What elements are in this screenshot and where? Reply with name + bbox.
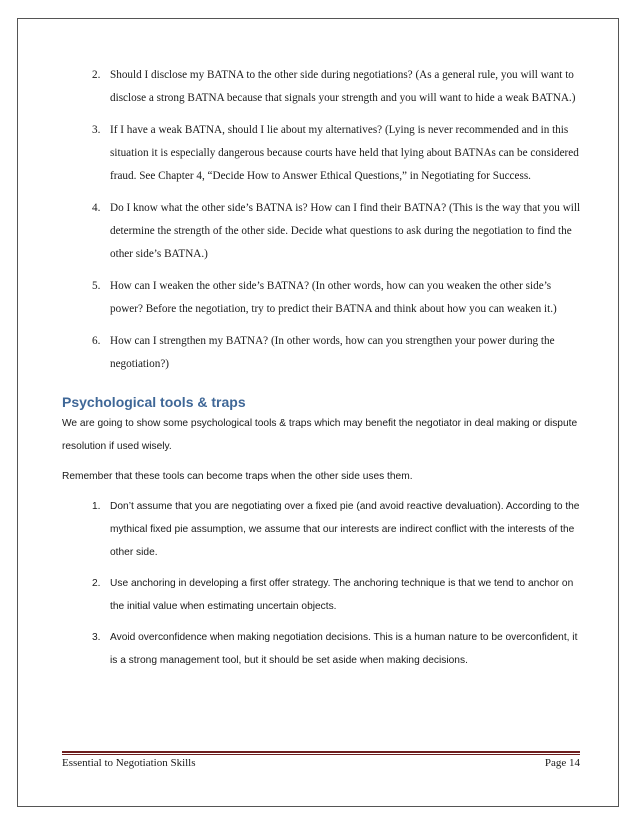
page-content (62, 64, 582, 680)
item-number: 4. (92, 202, 101, 214)
item-text: How can I weaken the other side’s BATNA? (In other words, how can you weaken the other side’s power? Before the negotiation, try to predict their BATNA and think about how you can weaken it.) (110, 280, 557, 315)
list-item (62, 330, 582, 376)
item-number: 3. (92, 124, 101, 136)
item-text: Do I know what the other side’s BATNA is? How can I find their BATNA? (This is the way that you will determine the strength of the other side. Decide what questions to ask during the negotiation to find the other side’s BATNA.) (110, 202, 581, 260)
footer-rule (62, 751, 580, 755)
section-intro: We are going to show some psychological tools & traps which may benefit the negotiator in deal making or dispute resolution if used wisely. (62, 418, 578, 452)
item-text: How can I strengthen my BATNA? (In other words, how can you strengthen your power during the negotiation?) (110, 335, 555, 370)
list-item (62, 572, 582, 618)
page-footer (62, 757, 580, 769)
item-number: 5. (92, 280, 101, 292)
item-number: 6. (92, 335, 101, 347)
list-item (62, 495, 582, 564)
item-text: Use anchoring in developing a first offer strategy. The anchoring technique is that we tend to anchor on the initial value when estimating uncertain objects. (110, 578, 574, 612)
batna-question-list (62, 64, 582, 376)
item-number: 3. (92, 632, 101, 643)
list-item (62, 275, 582, 321)
item-text: If I have a weak BATNA, should I lie about my alternatives? (Lying is never recommended and in this situation it is especially dangerous because courts have held that lying about BATNAs can be considered fraud. See Chapter 4, “Decide How to Answer Ethical Questions,” in Negotiating for Success. (110, 124, 579, 182)
item-number: 2. (92, 69, 101, 81)
list-item (62, 626, 582, 672)
item-text: Should I disclose my BATNA to the other side during negotiations? (As a general rule, you will want to disclose a strong BATNA because that signals your strength and you will want to hide a weak BATNA.) (110, 69, 576, 104)
section-reminder: Remember that these tools can become traps when the other side uses them. (62, 471, 413, 482)
list-item (62, 64, 582, 110)
item-number: 1. (92, 501, 101, 512)
item-number: 2. (92, 578, 101, 589)
footer-title: Essential to Negotiation Skills (62, 757, 196, 769)
psychological-tools-list (62, 495, 582, 672)
list-item (62, 119, 582, 188)
list-item (62, 197, 582, 266)
item-text: Avoid overconfidence when making negotiation decisions. This is a human nature to be overconfident, it is a strong management tool, but it should be set aside when making decisions. (110, 632, 578, 666)
section-heading: Psychological tools & traps (62, 394, 246, 410)
item-text: Don’t assume that you are negotiating over a fixed pie (and avoid reactive devaluation). According to the mythical fixed pie assumption, we assume that our interests are indirect conflict with the interests of the other side. (110, 501, 580, 558)
page-number: Page 14 (544, 757, 580, 769)
